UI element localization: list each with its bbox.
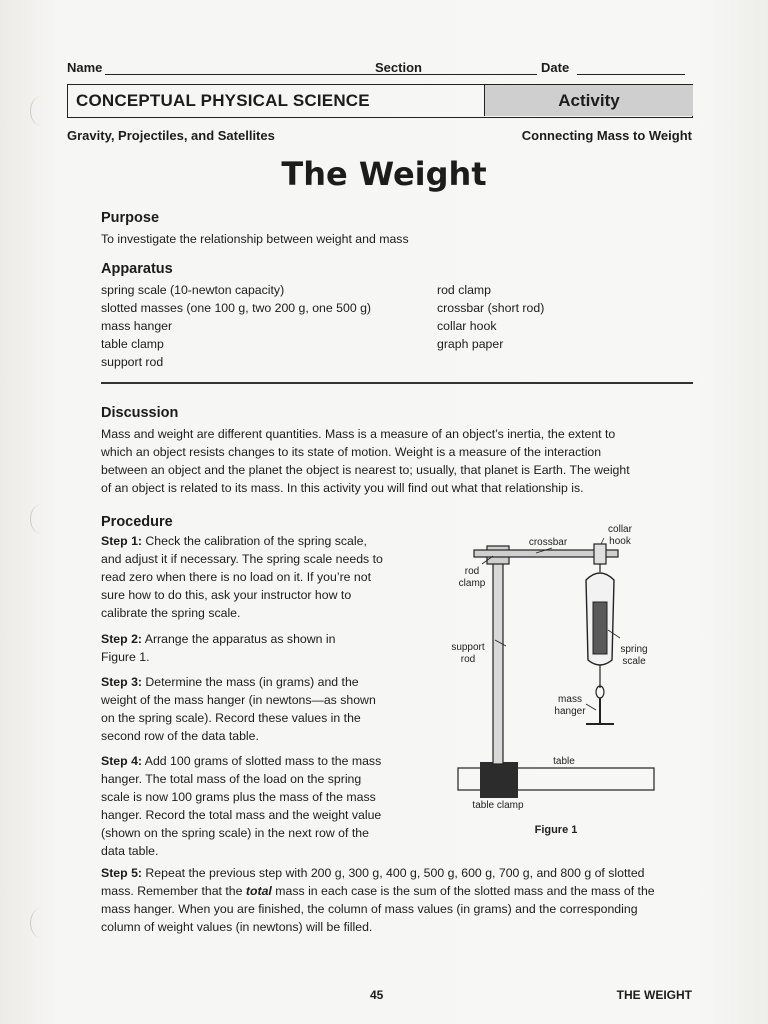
apparatus-item: mass hanger bbox=[101, 319, 173, 333]
step-text: hanger. Record the total mass and the weight value bbox=[101, 808, 382, 822]
step-text: Add 100 grams of slotted mass to the mass bbox=[142, 754, 382, 768]
step-text: calibrate the spring scale. bbox=[101, 606, 241, 620]
collar-hook-shape bbox=[594, 544, 606, 564]
discussion-line: of an object is related to its mass. In this activity you will find out what that relationship is. bbox=[101, 481, 584, 495]
step-label: Step 5: bbox=[101, 866, 142, 880]
label-hook: hook bbox=[609, 536, 631, 547]
step-label: Step 3: bbox=[101, 675, 142, 689]
support-rod-shape bbox=[493, 560, 503, 764]
step-text: weight of the mass hanger (in newtons—as shown bbox=[101, 693, 376, 707]
apparatus-item: rod clamp bbox=[437, 283, 491, 297]
page-number: 45 bbox=[370, 988, 384, 1002]
step-text: Determine the mass (in grams) and the bbox=[142, 675, 359, 689]
step-text: hanger. The total mass of the load on the spring bbox=[101, 772, 362, 786]
apparatus-item: crossbar (short rod) bbox=[437, 301, 545, 315]
step-text: and adjust it if necessary. The spring scale needs to bbox=[101, 552, 383, 566]
label-table-clamp: table clamp bbox=[472, 800, 524, 811]
step-text: mass in each case is the sum of the slotted mass and the mass of the bbox=[271, 884, 655, 898]
binder-hole-mark bbox=[30, 504, 53, 534]
binder-hole-mark bbox=[30, 96, 53, 126]
label-support: support bbox=[451, 642, 485, 653]
step-2 bbox=[101, 630, 441, 666]
figure-1-apparatus-diagram bbox=[440, 520, 670, 840]
step-text: Repeat the previous step with 200 g, 300 g, 400 g, 500 g, 600 g, 700 g, and 800 g of slotted bbox=[142, 866, 645, 880]
step-3 bbox=[101, 673, 441, 745]
discussion-line: which an object resists changes to its state of motion. Weight is a measure of the interaction bbox=[101, 445, 602, 459]
emphasis-total: total bbox=[245, 884, 272, 898]
step-text: (shown on the spring scale) in the next row of the bbox=[101, 826, 369, 840]
section-divider bbox=[101, 382, 693, 384]
discussion-line: Mass and weight are different quantities. Mass is a measure of an object’s inertia, the extent to bbox=[101, 427, 616, 441]
binder-hole-mark bbox=[30, 908, 53, 938]
purpose-heading: Purpose bbox=[101, 210, 160, 226]
step-text: scale is now 100 grams plus the mass of the mass bbox=[101, 790, 376, 804]
apparatus-item: graph paper bbox=[437, 337, 504, 351]
step-text: read zero when there is no load on it. If you’re not bbox=[101, 570, 372, 584]
topic-title: Connecting Mass to Weight bbox=[521, 128, 692, 143]
discussion-line: between an object and the planet the object is nearest to; usually, that planet is Earth. The weight bbox=[101, 463, 630, 477]
step-text: Figure 1. bbox=[101, 650, 150, 664]
step-5 bbox=[101, 864, 701, 936]
section-label: Section bbox=[375, 60, 422, 75]
table-clamp-shape bbox=[480, 762, 518, 798]
step-text: mass hanger. When you are finished, the column of mass values (in grams) and the corresponding bbox=[101, 902, 638, 916]
step-label: Step 4: bbox=[101, 754, 142, 768]
course-banner bbox=[67, 84, 693, 118]
apparatus-list-left bbox=[101, 281, 371, 371]
label-hanger: hanger bbox=[554, 706, 586, 717]
discussion-text bbox=[101, 425, 701, 497]
label-spring: spring bbox=[620, 644, 648, 655]
date-label: Date bbox=[541, 60, 570, 75]
page-title: The Weight bbox=[281, 155, 487, 193]
label-rod: rod bbox=[464, 566, 480, 577]
label-support-rod: rod bbox=[460, 654, 476, 665]
apparatus-list-right bbox=[437, 281, 544, 353]
label-crossbar: crossbar bbox=[528, 537, 568, 548]
course-title: CONCEPTUAL PHYSICAL SCIENCE bbox=[76, 91, 370, 110]
figure-caption: Figure 1 bbox=[534, 824, 578, 836]
label-scale: scale bbox=[622, 656, 646, 667]
activity-label: Activity bbox=[558, 91, 620, 110]
label-collar: collar bbox=[608, 524, 632, 535]
apparatus-item: slotted masses (one 100 g, two 200 g, one 500 g) bbox=[101, 301, 372, 315]
activity-box bbox=[484, 85, 693, 116]
label-mass: mass bbox=[558, 694, 582, 705]
running-title: THE WEIGHT bbox=[616, 988, 692, 1002]
step-4 bbox=[101, 752, 441, 860]
apparatus-item: collar hook bbox=[437, 319, 497, 333]
step-text: Arrange the apparatus as shown in bbox=[142, 632, 336, 646]
step-1 bbox=[101, 532, 441, 622]
discussion-heading: Discussion bbox=[101, 405, 179, 421]
apparatus-item: table clamp bbox=[101, 337, 164, 351]
step-text: column of weight values (in newtons) will be filled. bbox=[101, 920, 373, 934]
section-field[interactable] bbox=[431, 74, 537, 75]
step-text: Check the calibration of the spring scale, bbox=[142, 534, 367, 548]
apparatus-item: support rod bbox=[101, 355, 164, 369]
procedure-heading: Procedure bbox=[101, 514, 173, 530]
step-text: on the spring scale). Record these values in the bbox=[101, 711, 361, 725]
step-label: Step 2: bbox=[101, 632, 142, 646]
step-text: mass. Remember that the bbox=[101, 884, 246, 898]
name-label: Name bbox=[67, 60, 103, 75]
apparatus-heading: Apparatus bbox=[101, 261, 173, 277]
step-text: second row of the data table. bbox=[101, 729, 259, 743]
step-text: sure how to do this, ask your instructor how to bbox=[101, 588, 352, 602]
unit-title: Gravity, Projectiles, and Satellites bbox=[67, 128, 275, 143]
label-table: table bbox=[553, 756, 575, 767]
apparatus-item: spring scale (10-newton capacity) bbox=[101, 283, 285, 297]
label-clamp: clamp bbox=[458, 578, 486, 589]
step-label: Step 1: bbox=[101, 534, 142, 548]
purpose-text: To investigate the relationship between weight and mass bbox=[101, 232, 409, 246]
date-field[interactable] bbox=[577, 74, 685, 75]
step-text: data table. bbox=[101, 844, 159, 858]
